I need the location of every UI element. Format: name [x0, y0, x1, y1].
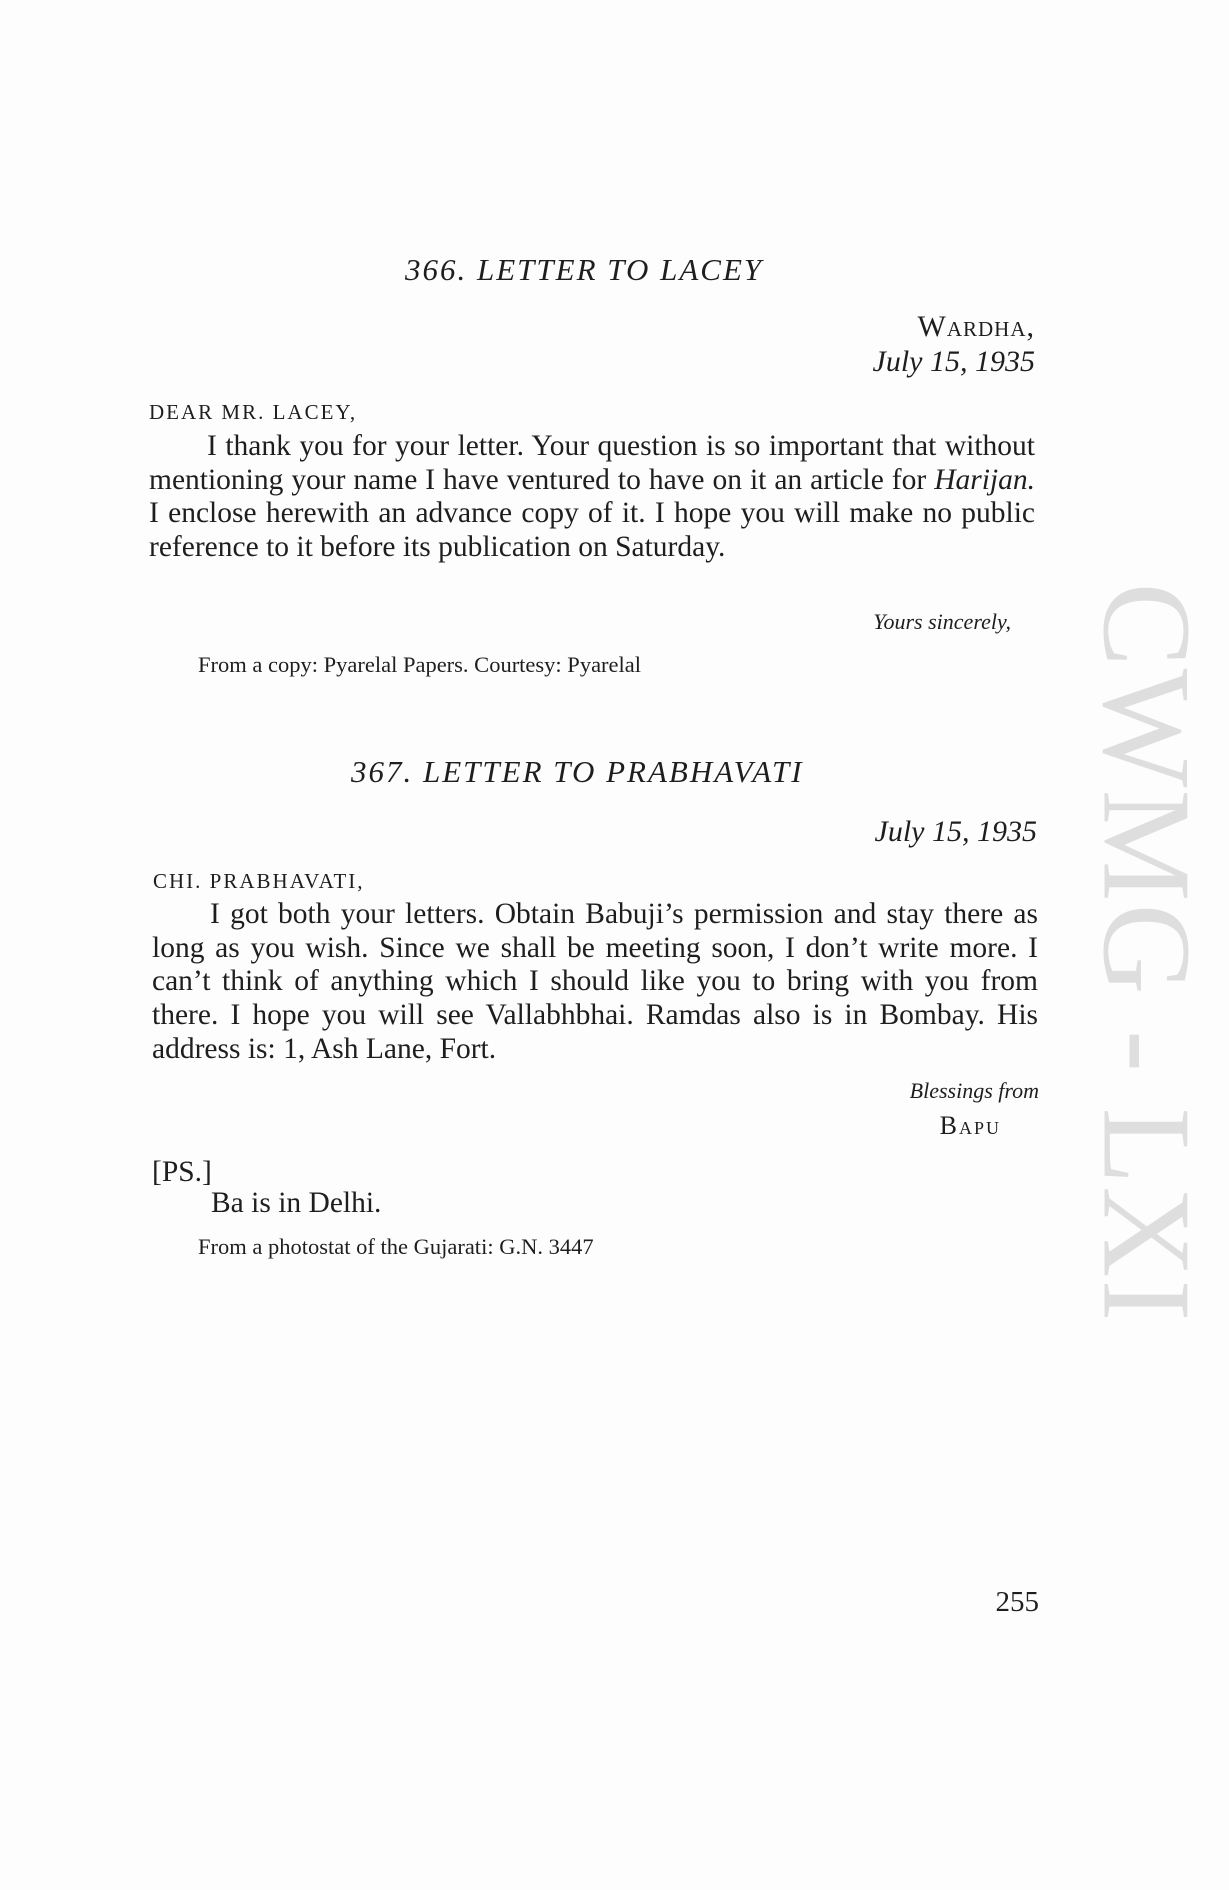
letter-367-ps-text: Ba is in Delhi.: [211, 1187, 382, 1219]
letter-367-ps-label: [PS.]: [152, 1156, 212, 1188]
letter-366-closing: Yours sincerely,: [873, 609, 1011, 634]
letter-366-place: Wardha,: [917, 310, 1035, 343]
letter-366-heading: 366. LETTER TO LACEY: [405, 252, 764, 287]
letter-367-salutation: CHI. PRABHAVATI,: [153, 869, 365, 893]
letter-366-salutation: DEAR MR. LACEY,: [149, 400, 358, 424]
letter-367-body: I got both your letters. Obtain Babuji’s permission and stay there as long as you wish. Since we shall be meeting soon, I don’t write more. I can’t think of anything which I should like you to bring with you from there. I hope you will see Vallabhbhai. Ramdas also is in Bombay. His address is: 1, Ash Lane, Fort.: [152, 898, 1038, 1065]
letter-366-body-part-2: I enclose herewith an advance copy of it. I hope you will make no public reference to it before its publication on Saturday.: [149, 497, 1035, 564]
letter-367-signature: Bapu: [939, 1111, 1001, 1140]
letter-367-heading: 367. LETTER TO PRABHAVATI: [351, 754, 804, 789]
letter-366-source: From a copy: Pyarelal Papers. Courtesy: Pyarelal: [198, 652, 642, 677]
watermark: [1075, 515, 1215, 1390]
letter-366-body: [149, 430, 1035, 565]
letter-366-body-part-1: I thank you for your letter. Your question is so important that without mentioning your name I have ventured to have on it an article for: [149, 430, 1035, 496]
letter-366-publication-title: Harijan.: [934, 463, 1035, 496]
page-number: 255: [995, 1586, 1039, 1618]
letter-367-date: July 15, 1935: [874, 815, 1037, 848]
watermark-text: CWMG - LXI: [1076, 582, 1215, 1323]
letter-367-source: From a photostat of the Gujarati: G.N. 3447: [198, 1234, 594, 1259]
letter-367-closing: Blessings from: [909, 1078, 1039, 1103]
letter-366-date: July 15, 1935: [872, 345, 1035, 378]
